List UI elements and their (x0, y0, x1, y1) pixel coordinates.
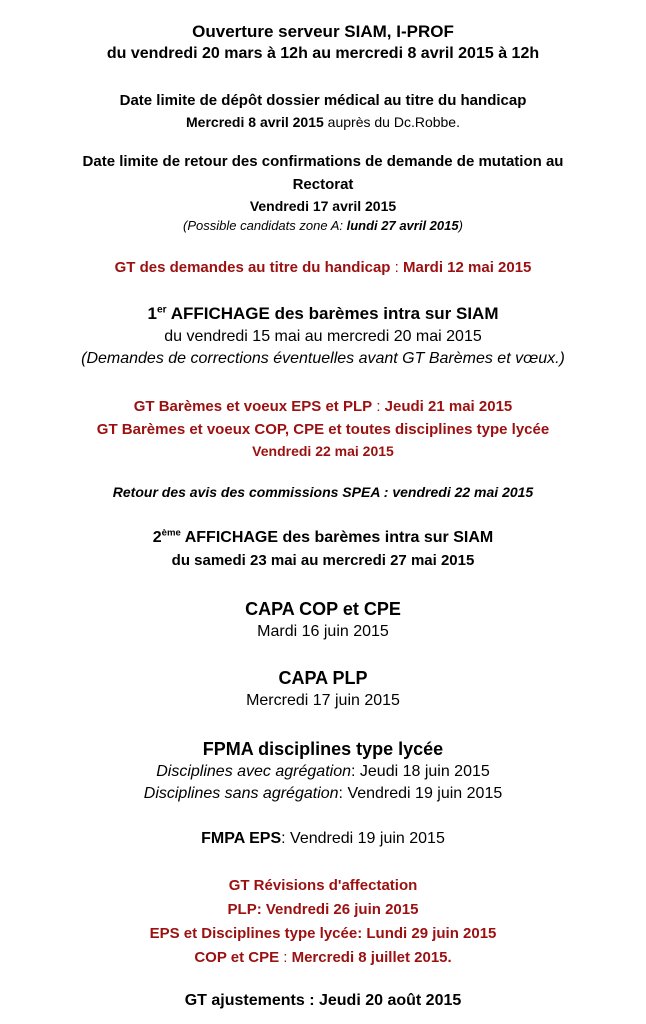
first-display-note: (Demandes de corrections éventuelles avant GT Barèmes et vœux.) (81, 350, 565, 367)
fmpa-eps-label: FMPA EPS (201, 830, 282, 847)
medical-deadline-date-line (0, 114, 646, 130)
fmpa-eps-line (0, 830, 646, 848)
gt-cop-cpe-date: Vendredi 22 mai 2015 (252, 443, 394, 459)
gt-ajustements-line: GT ajustements : Jeudi 20 août 2015 (184, 992, 462, 1009)
fmpa-eps-date: : Vendredi 19 juin 2015 (281, 830, 445, 847)
gt-revisions-plp-date: : Vendredi 26 juin 2015 (256, 901, 419, 918)
gt-eps-plp-sep: : (372, 398, 385, 415)
gt-revisions-eps-label: EPS et Disciplines type lycée (149, 925, 358, 942)
spea-return-line: Retour des avis des commissions SPEA : vendredi 22 mai 2015 (112, 484, 534, 500)
capa-cop-cpe-title: CAPA COP et CPE (245, 599, 401, 619)
note-suffix: ) (458, 218, 463, 233)
confirmation-deadline-title-1: Date limite de retour des confirmations de demande de mutation au (82, 153, 564, 170)
confirmation-deadline-note (0, 218, 646, 233)
medical-deadline-date: Mercredi 8 avril 2015 (186, 114, 324, 130)
note-prefix: (Possible candidats zone A: (183, 218, 347, 233)
second-display-ordinal-sup: ème (161, 527, 181, 539)
gt-revisions-cop-date: Mercredi 8 juillet 2015. (291, 949, 452, 966)
gt-revisions-eps-line (0, 925, 646, 942)
fpma-avec-label: Disciplines avec agrégation (156, 763, 351, 780)
medical-deadline-title: Date limite de dépôt dossier médical au titre du handicap (119, 92, 527, 109)
first-display-ordinal-sup: er (156, 304, 167, 316)
gt-revisions-cop-line (0, 949, 646, 966)
first-display-title-rest: AFFICHAGE des barèmes intra sur SIAM (166, 304, 499, 323)
gt-handicap-line (0, 259, 646, 276)
capa-plp-date: Mercredi 17 juin 2015 (246, 692, 400, 709)
siam-opening-dates: du vendredi 20 mars à 12h au mercredi 8 avril 2015 à 12h (106, 45, 540, 62)
gt-cop-cpe-line: GT Barèmes et voeux COP, CPE et toutes disciplines type lycée (96, 421, 550, 438)
second-display-dates: du samedi 23 mai au mercredi 27 mai 2015 (171, 552, 475, 569)
gt-revisions-cop-label: COP et CPE (194, 949, 280, 966)
gt-handicap-date: Mardi 12 mai 2015 (402, 259, 532, 276)
gt-handicap-sep: : (390, 259, 403, 276)
second-display-title-rest: AFFICHAGE des barèmes intra sur SIAM (180, 529, 494, 546)
gt-revisions-eps-date: : Lundi 29 juin 2015 (357, 925, 497, 942)
fpma-sans-label: Disciplines sans agrégation (143, 785, 339, 802)
fpma-sans-line (0, 785, 646, 803)
capa-cop-cpe-date: Mardi 16 juin 2015 (257, 623, 389, 640)
fpma-title: FPMA disciplines type lycée (202, 739, 444, 759)
first-display-ordinal: 1 (147, 304, 157, 323)
second-display-title (0, 529, 646, 547)
second-display-ordinal: 2 (152, 529, 162, 546)
confirmation-deadline-title-2: Rectorat (292, 176, 354, 193)
first-display-title (0, 304, 646, 324)
confirmation-deadline-date: Vendredi 17 avril 2015 (249, 198, 397, 214)
gt-revisions-title: GT Révisions d'affectation (228, 877, 418, 894)
capa-plp-title: CAPA PLP (278, 668, 368, 688)
fpma-avec-line (0, 763, 646, 781)
gt-eps-plp-line (0, 398, 646, 415)
medical-deadline-rest: auprès du Dc.Robbe. (323, 114, 460, 130)
first-display-dates: du vendredi 15 mai au mercredi 20 mai 2015 (164, 328, 482, 345)
note-date: lundi 27 avril 2015 (346, 218, 459, 233)
gt-eps-plp-date: Jeudi 21 mai 2015 (384, 398, 513, 415)
gt-revisions-plp-line (0, 901, 646, 918)
gt-handicap-label: GT des demandes au titre du handicap (114, 259, 391, 276)
fpma-avec-date: : Jeudi 18 juin 2015 (351, 763, 490, 780)
gt-revisions-plp-label: PLP (227, 901, 257, 918)
gt-revisions-cop-sep: : (279, 949, 292, 966)
fpma-sans-date: : Vendredi 19 juin 2015 (338, 785, 503, 802)
gt-eps-plp-label: GT Barèmes et voeux EPS et PLP (133, 398, 373, 415)
siam-opening-title: Ouverture serveur SIAM, I-PROF (192, 22, 454, 41)
